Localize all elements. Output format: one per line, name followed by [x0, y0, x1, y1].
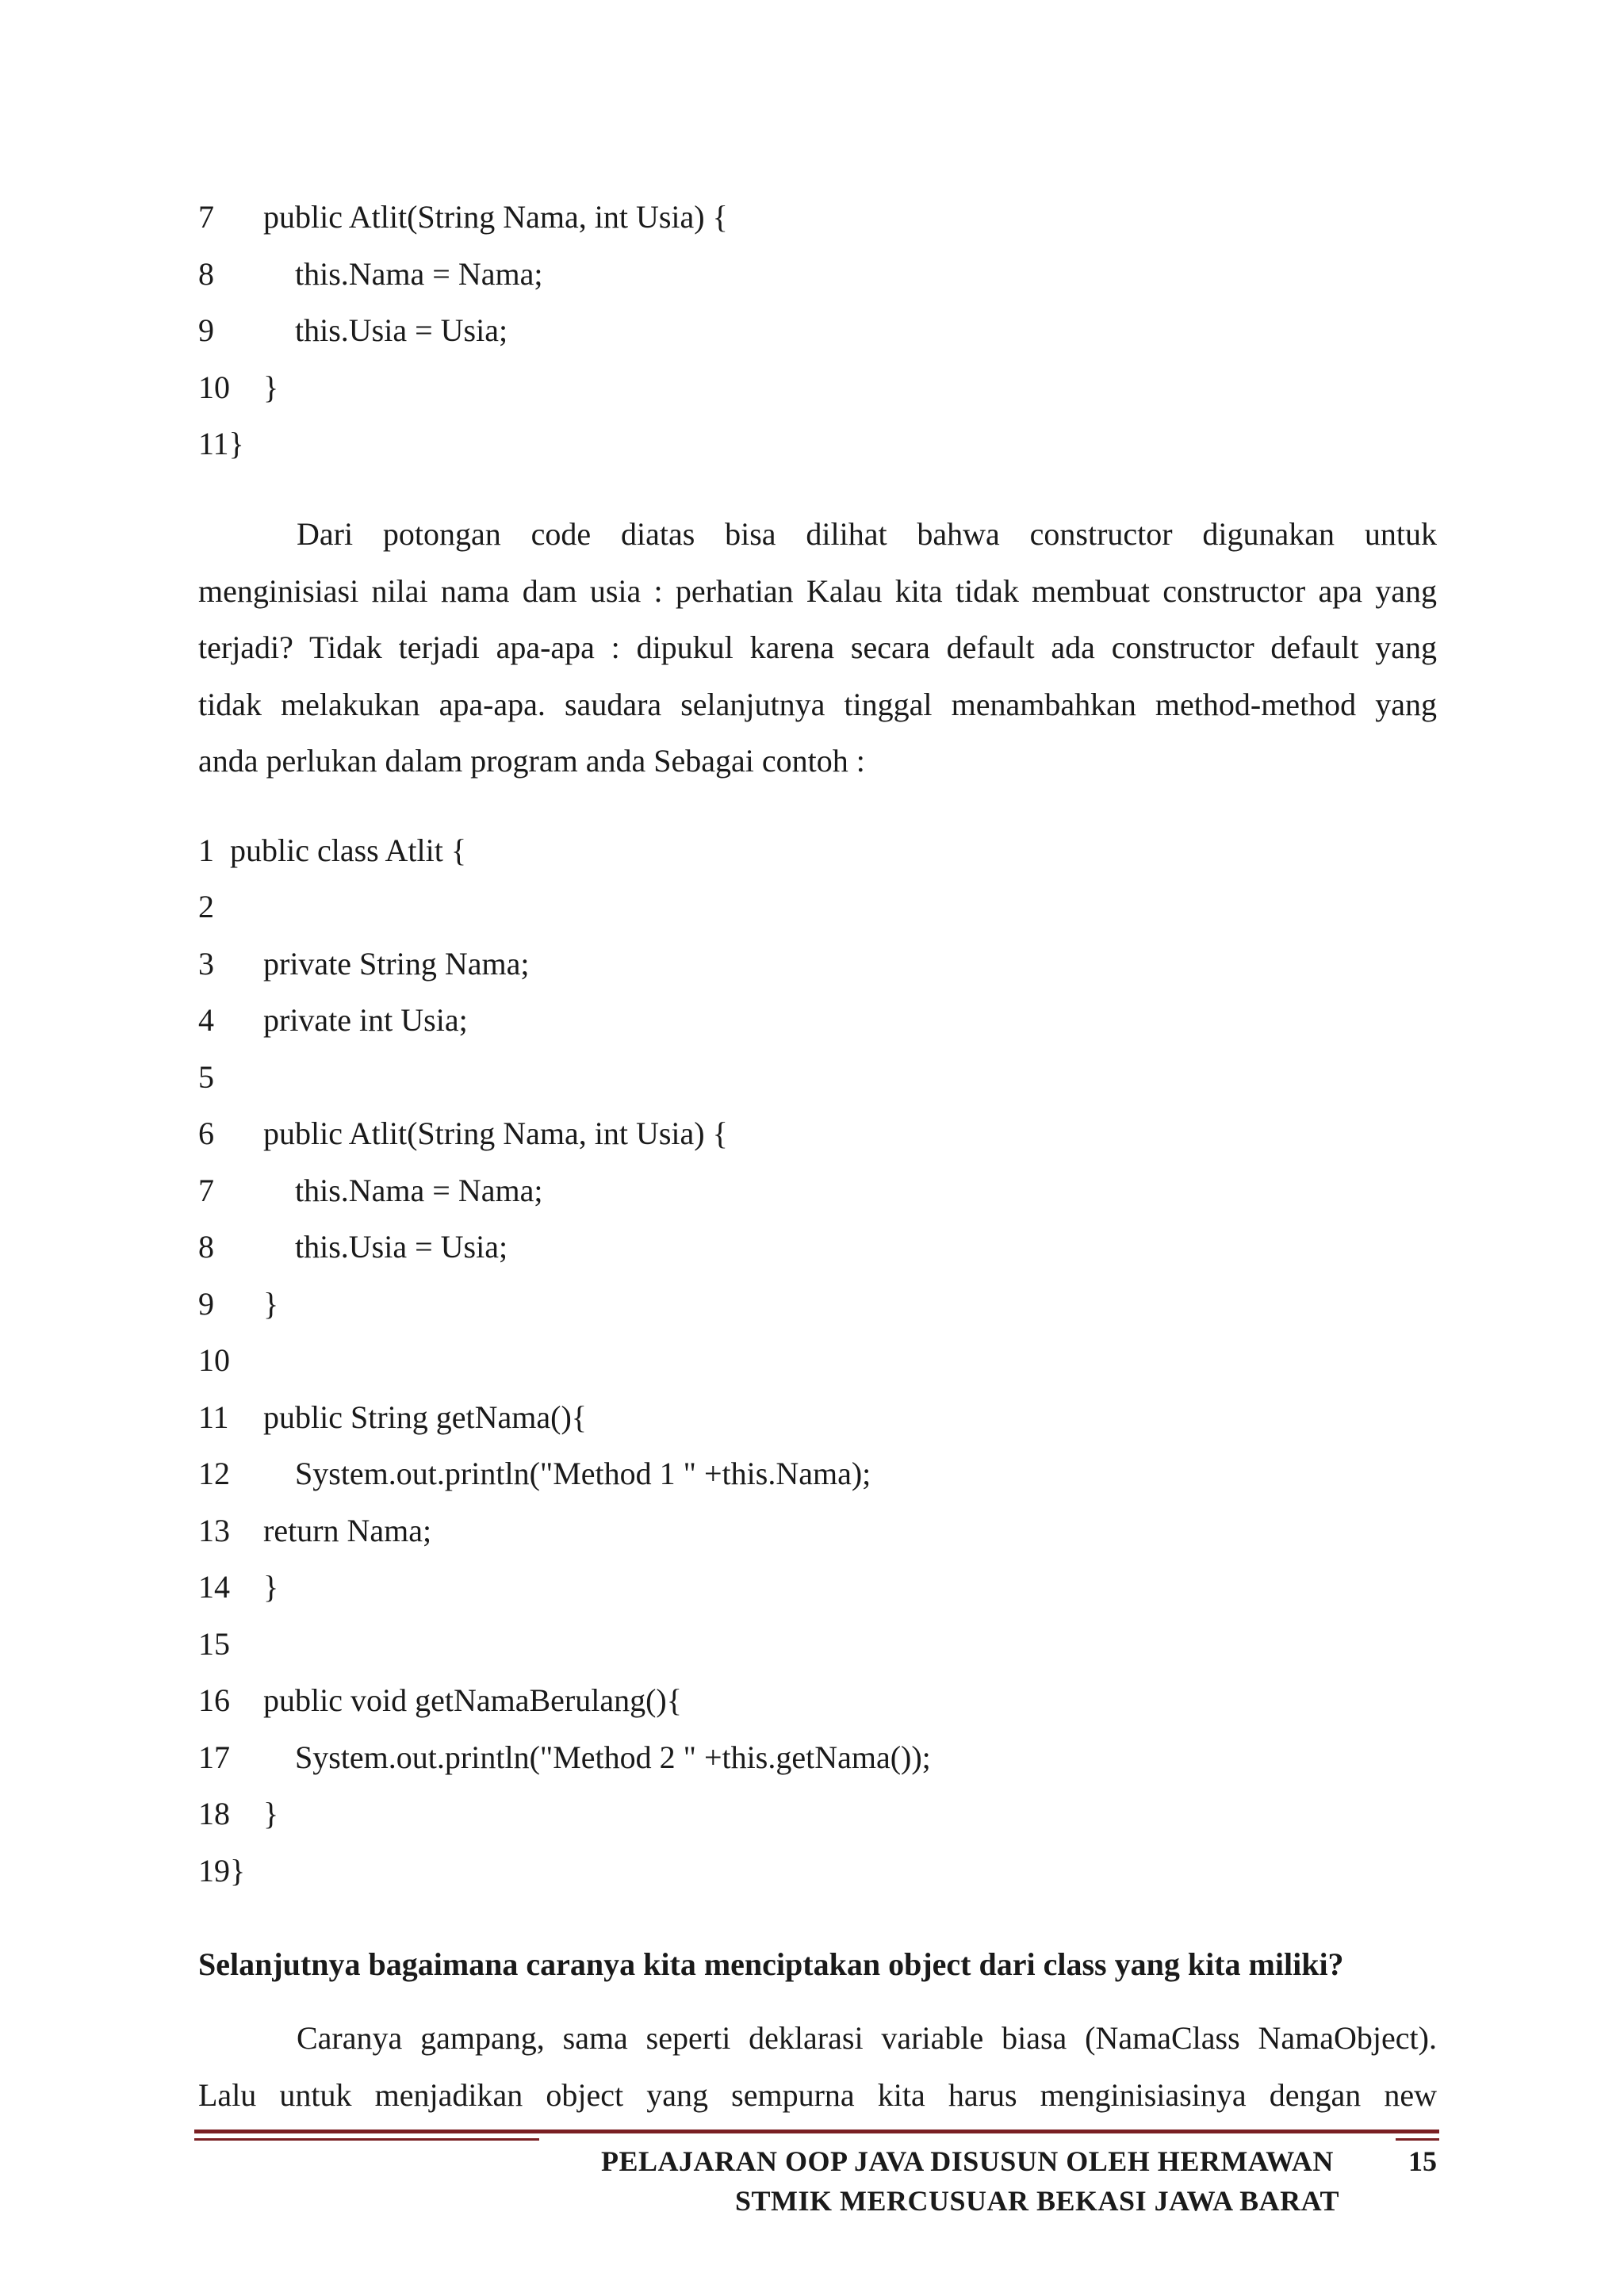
code-text: private String Nama;	[263, 946, 530, 982]
code-line	[198, 827, 466, 874]
code-line	[198, 1167, 542, 1215]
code-text: public String getNama(){	[263, 1399, 587, 1435]
paragraph-line: Lalu untuk menjadikan object yang sempurna kita harus menginisiasinya dengan new	[198, 2076, 1437, 2113]
code-line	[198, 1847, 245, 1895]
code-line	[198, 1790, 278, 1838]
code-line	[198, 1563, 278, 1611]
code-text: }	[263, 1286, 279, 1322]
code-line	[198, 883, 263, 931]
line-number: 10	[198, 1342, 230, 1378]
code-line	[198, 940, 529, 988]
line-number: 8	[198, 256, 214, 292]
paragraph-line: tidak melakukan apa-apa. saudara selanjutnya tinggal menambahkan method-method yang	[198, 686, 1437, 722]
page-number: 15	[1408, 2145, 1437, 2177]
code-text: System.out.println("Method 1 " +this.Nama);	[263, 1456, 871, 1491]
code-line	[198, 193, 728, 241]
code-line	[198, 1507, 431, 1555]
code-text: public void getNamaBerulang(){	[263, 1682, 682, 1718]
code-text: public class Atlit {	[230, 832, 467, 868]
code-line	[198, 1054, 263, 1101]
footer-rule-gap	[539, 2136, 1396, 2142]
code-line	[198, 1621, 263, 1668]
line-number: 17	[198, 1739, 230, 1775]
paragraph-line: Dari potongan code diatas bisa dilihat bahwa constructor digunakan untuk	[297, 516, 1437, 552]
code-line	[198, 1280, 278, 1328]
line-number: 2	[198, 889, 214, 924]
code-line	[198, 307, 508, 354]
code-text: }	[263, 369, 279, 405]
code-line	[198, 364, 278, 411]
line-number: 13	[198, 1513, 230, 1548]
code-text: }	[263, 1796, 279, 1831]
footer-institution: STMIK MERCUSUAR BEKASI JAWA BARAT	[735, 2185, 1339, 2217]
line-number: 12	[198, 1456, 230, 1491]
line-number: 5	[198, 1059, 214, 1095]
code-text: }	[230, 1853, 246, 1888]
line-number: 18	[198, 1796, 230, 1831]
line-number: 3	[198, 946, 214, 982]
line-number: 6	[198, 1115, 214, 1151]
line-number: 14	[198, 1569, 230, 1605]
code-line	[198, 1677, 682, 1724]
code-text: this.Nama = Nama;	[263, 256, 543, 292]
line-number: 11	[198, 1399, 229, 1435]
paragraph-line: Caranya gampang, sama seperti deklarasi variable biasa (NamaClass NamaObject).	[297, 2020, 1437, 2056]
code-text: System.out.println("Method 2 " +this.getNama());	[263, 1739, 931, 1775]
code-line	[198, 1450, 871, 1498]
paragraph-line: terjadi? Tidak terjadi apa-apa : dipukul karena secara default ada constructor default yang	[198, 629, 1437, 666]
code-line	[198, 1394, 587, 1441]
code-line	[198, 1734, 931, 1781]
line-number: 9	[198, 312, 214, 348]
code-text: public Atlit(String Nama, int Usia) {	[263, 1115, 728, 1151]
line-number: 9	[198, 1286, 214, 1322]
paragraph-line: anda perlukan dalam program anda Sebagai contoh :	[198, 743, 865, 779]
line-number: 8	[198, 1229, 214, 1265]
code-line	[198, 997, 468, 1044]
code-text: this.Usia = Usia;	[263, 312, 508, 348]
code-text: this.Nama = Nama;	[263, 1173, 543, 1208]
line-number: 7	[198, 1173, 214, 1208]
line-number: 16	[198, 1682, 230, 1718]
paragraph-1	[198, 506, 1437, 790]
line-number: 11	[198, 426, 229, 461]
code-line	[198, 1110, 728, 1158]
line-number: 1	[198, 832, 214, 868]
section-heading: Selanjutnya bagaimana caranya kita menciptakan object dari class yang kita miliki?	[198, 1946, 1344, 1982]
line-number: 19	[198, 1853, 230, 1888]
code-text: }	[263, 1569, 279, 1605]
line-number: 7	[198, 199, 214, 235]
code-text: private int Usia;	[263, 1002, 468, 1038]
line-number: 15	[198, 1626, 230, 1662]
line-number: 4	[198, 1002, 214, 1038]
code-text: }	[228, 426, 244, 461]
code-text: this.Usia = Usia;	[263, 1229, 508, 1265]
line-number: 10	[198, 369, 230, 405]
code-line	[198, 1223, 508, 1271]
paragraph-line: menginisiasi nilai nama dam usia : perhatian Kalau kita tidak membuat constructor apa yang	[198, 572, 1437, 609]
code-line	[198, 420, 244, 468]
code-text: public Atlit(String Nama, int Usia) {	[263, 199, 728, 235]
code-text: return Nama;	[263, 1513, 432, 1548]
paragraph-2	[198, 2010, 1437, 2123]
footer-rule	[194, 2130, 1439, 2133]
code-line	[198, 251, 542, 298]
footer-author: PELAJARAN OOP JAVA DISUSUN OLEH HERMAWAN	[601, 2145, 1334, 2177]
code-line	[198, 1337, 263, 1384]
